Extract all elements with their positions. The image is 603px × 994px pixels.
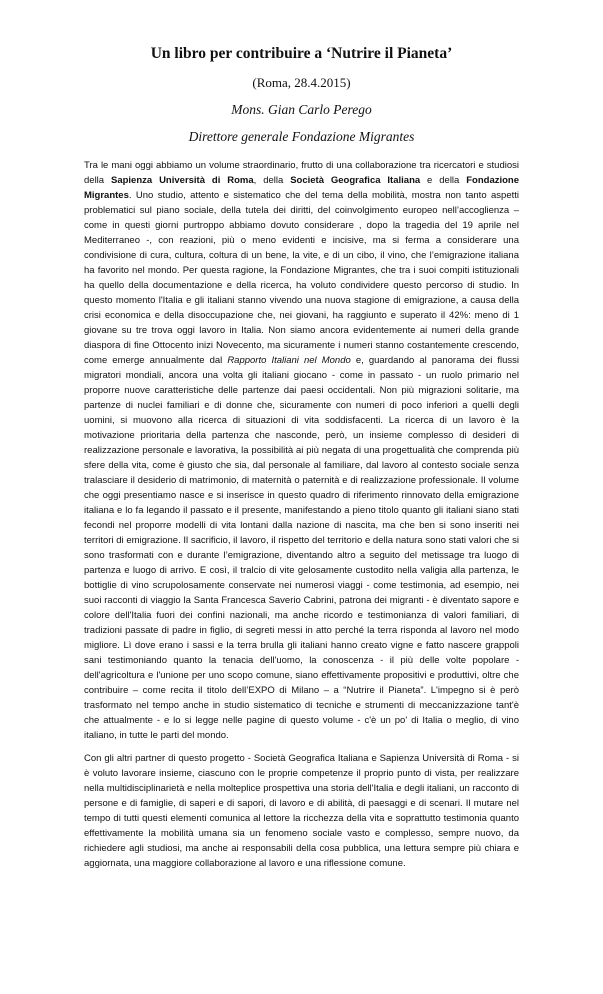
paragraph-text: , della	[253, 175, 291, 186]
paragraph-text: Tra le mani oggi abbiamo un volume straordinario, frutto di una collaborazione tra ricercatori e studiosi della	[84, 160, 519, 186]
paragraph-text: e, guardando al panorama dei flussi migratori mondiali, ancora una volta gli italiani giocano - come in passato - un ruolo primario nel proporre nuove caratteristiche delle partenze dai paesi occidentali. Non più migrazioni solitarie, ma partenze di nuclei familiari e di donne che, sicuramente con numeri di poco inferiori a quelli degli uomini, si muovono alla ricerca di situazioni di vita soddisfacenti. La ricerca di un lavoro è la motivazione prioritaria della partenza che nasconde, però, un insieme complesso di desideri di realizzazione personale e lavorativa, la possibilità ai più negata di una progettualità che comprenda più sfere della vita, come è giusto che sia, dal personale al familiare, dal lavoro al contesto sociale senza tralasciare il desiderio di matrimonio, di maternità o paternità e di realizzazione professionale. Il volume che oggi presentiamo nasce e si inserisce in questo quadro di riferimento rinnovato della emigrazione italiana e lo fa legando il passato e il presente, manifestando a pieno titolo quanto gli italiani siano stati fecondi nel proporre modelli di vita lontani dalla nazione di nascita, ma che ben si sono inseriti nei territori di emigrazione. Il sacrificio, il lavoro, il rispetto del territorio e della natura sono stati valori che si sono trasformati con e durante l’emigrazione, diventando altro a seguito del metissage tra luogo di partenza e luogo di arrivo. E così, il tralcio di vite gelosamente custodito nella valigia alla partenza, le bottiglie di vino scrupolosamente conservate nei numerosi viaggi - come testimonia, ad esempio, nei suoi racconti di viaggio la Santa Francesca Saverio Cabrini, patrona dei migranti - è diventato sapore e colore dell'Italia fuori dei confini nazionali, ma anche ricordo e testimonianza di valori familiari, di tradizioni passate di padre in figlio, di segreti messi in atto perché la terra risponda al lavoro nel modo migliore. Lì dove erano i sassi e la terra brulla gli italiani hanno creato vigne e fatto nascere grappoli sani testimoniando quanto la tenacia dell'uomo, la conoscenza - il più delle volte popolare - dell'agricoltura e l'unione per uno scopo comune, siano effettivamente propositivi e produttivi, oltre che contribuire – come recita il titolo dell’EXPO di Milano – a “Nutrire il Pianeta”. L'impegno si è però trasformato nel tempo anche in studio sistematico di tecniche e strumenti di meccanizzazione tant'è che attualmente - e lo si legge nelle pagine di questo volume - c'è un po' di Italia o meglio, di vino italiano, in tutte le parti del mondo.	[84, 355, 520, 741]
italic-report-title: Rapporto Italiani nel Mondo	[227, 355, 351, 366]
paragraph-text: . Uno studio, attento e sistematico che del tema della mobilità, mostra non tanto aspetti problematici sul piano sociale, della tutela dei diritti, del coinvolgimento europeo nell’accoglienza – come in questi giorni purtroppo abbiamo dovuto considerare , dopo la tragedia del 19 aprile nel Mediterraneo -, con reazioni, più o meno evidenti e incisive, ma si ferma a considerare una condivisione di cura, cultura, coltura di un bene, la vite, e di un cibo, il vino, che l’emigrazione italiana ha favorito nel mondo. Per questa ragione, la Fondazione Migrantes, che tra i suoi compiti istituzionali ha quello della documentazione e della ricerca, ha voluto condividere questo percorso di studio. In questo momento l'Italia e gli italiani stanno vivendo una nuova stagione di emigrazione, a causa della crisi economica e della disoccupazione che, nei giovani, ha raggiunto e superato il 42%: meno di 1 giovane su tre trova oggi lavoro in Italia. Non siamo ancora evidentemente ai numeri della grande diaspora di fine Ottocento inizi Novecento, ma sicuramente i numeri stanno costantemente crescendo, come emerge annualmente dal	[84, 190, 519, 366]
document-author: Mons. Gian Carlo Perego	[231, 102, 372, 117]
body-paragraph-2: Con gli altri partner di questo progetto - Società Geografica Italiana e Sapienza Università di Roma - si è voluto lavorare insieme, ciascuno con le proprie competenze il proprio punto di vista, per realizzare nella multidisciplinarietà e nella molteplice prospettiva una storia dell'Italia e degli italiani, un racconto di persone e di famiglie, di saperi e di sapori, di lavoro e di abilità, di paesaggi e di scenari. Il mutare nel tempo di tutti questi elementi comunica al lettore la ricchezza della vita e soprattutto testimonia quanto effettivamente la mobilità umana sia un fenomeno sociale vasto e complesso, sempre nuovo, da richiedere agli studiosi, ma anche ai responsabili della cosa pubblica, una lettura sempre più chiara e aggiornata, una maggiore collaborazione al lavoro e una riflessione comune.	[84, 753, 519, 869]
bold-institution-migrantes: Fondazione Migrantes	[84, 175, 520, 201]
bold-institution-sapienza: Sapienza Università di Roma	[110, 175, 254, 186]
body-paragraph-1	[84, 158, 519, 743]
document-title: Un libro per contribuire a ‘Nutrire il Pianeta’	[150, 45, 453, 62]
document-date: (Roma, 28.4.2015)	[252, 75, 351, 90]
bold-institution-sgi: Società Geografica Italiana	[290, 175, 421, 186]
paragraph-text: e della	[420, 175, 467, 186]
author-role: Direttore generale Fondazione Migrantes	[188, 129, 415, 144]
